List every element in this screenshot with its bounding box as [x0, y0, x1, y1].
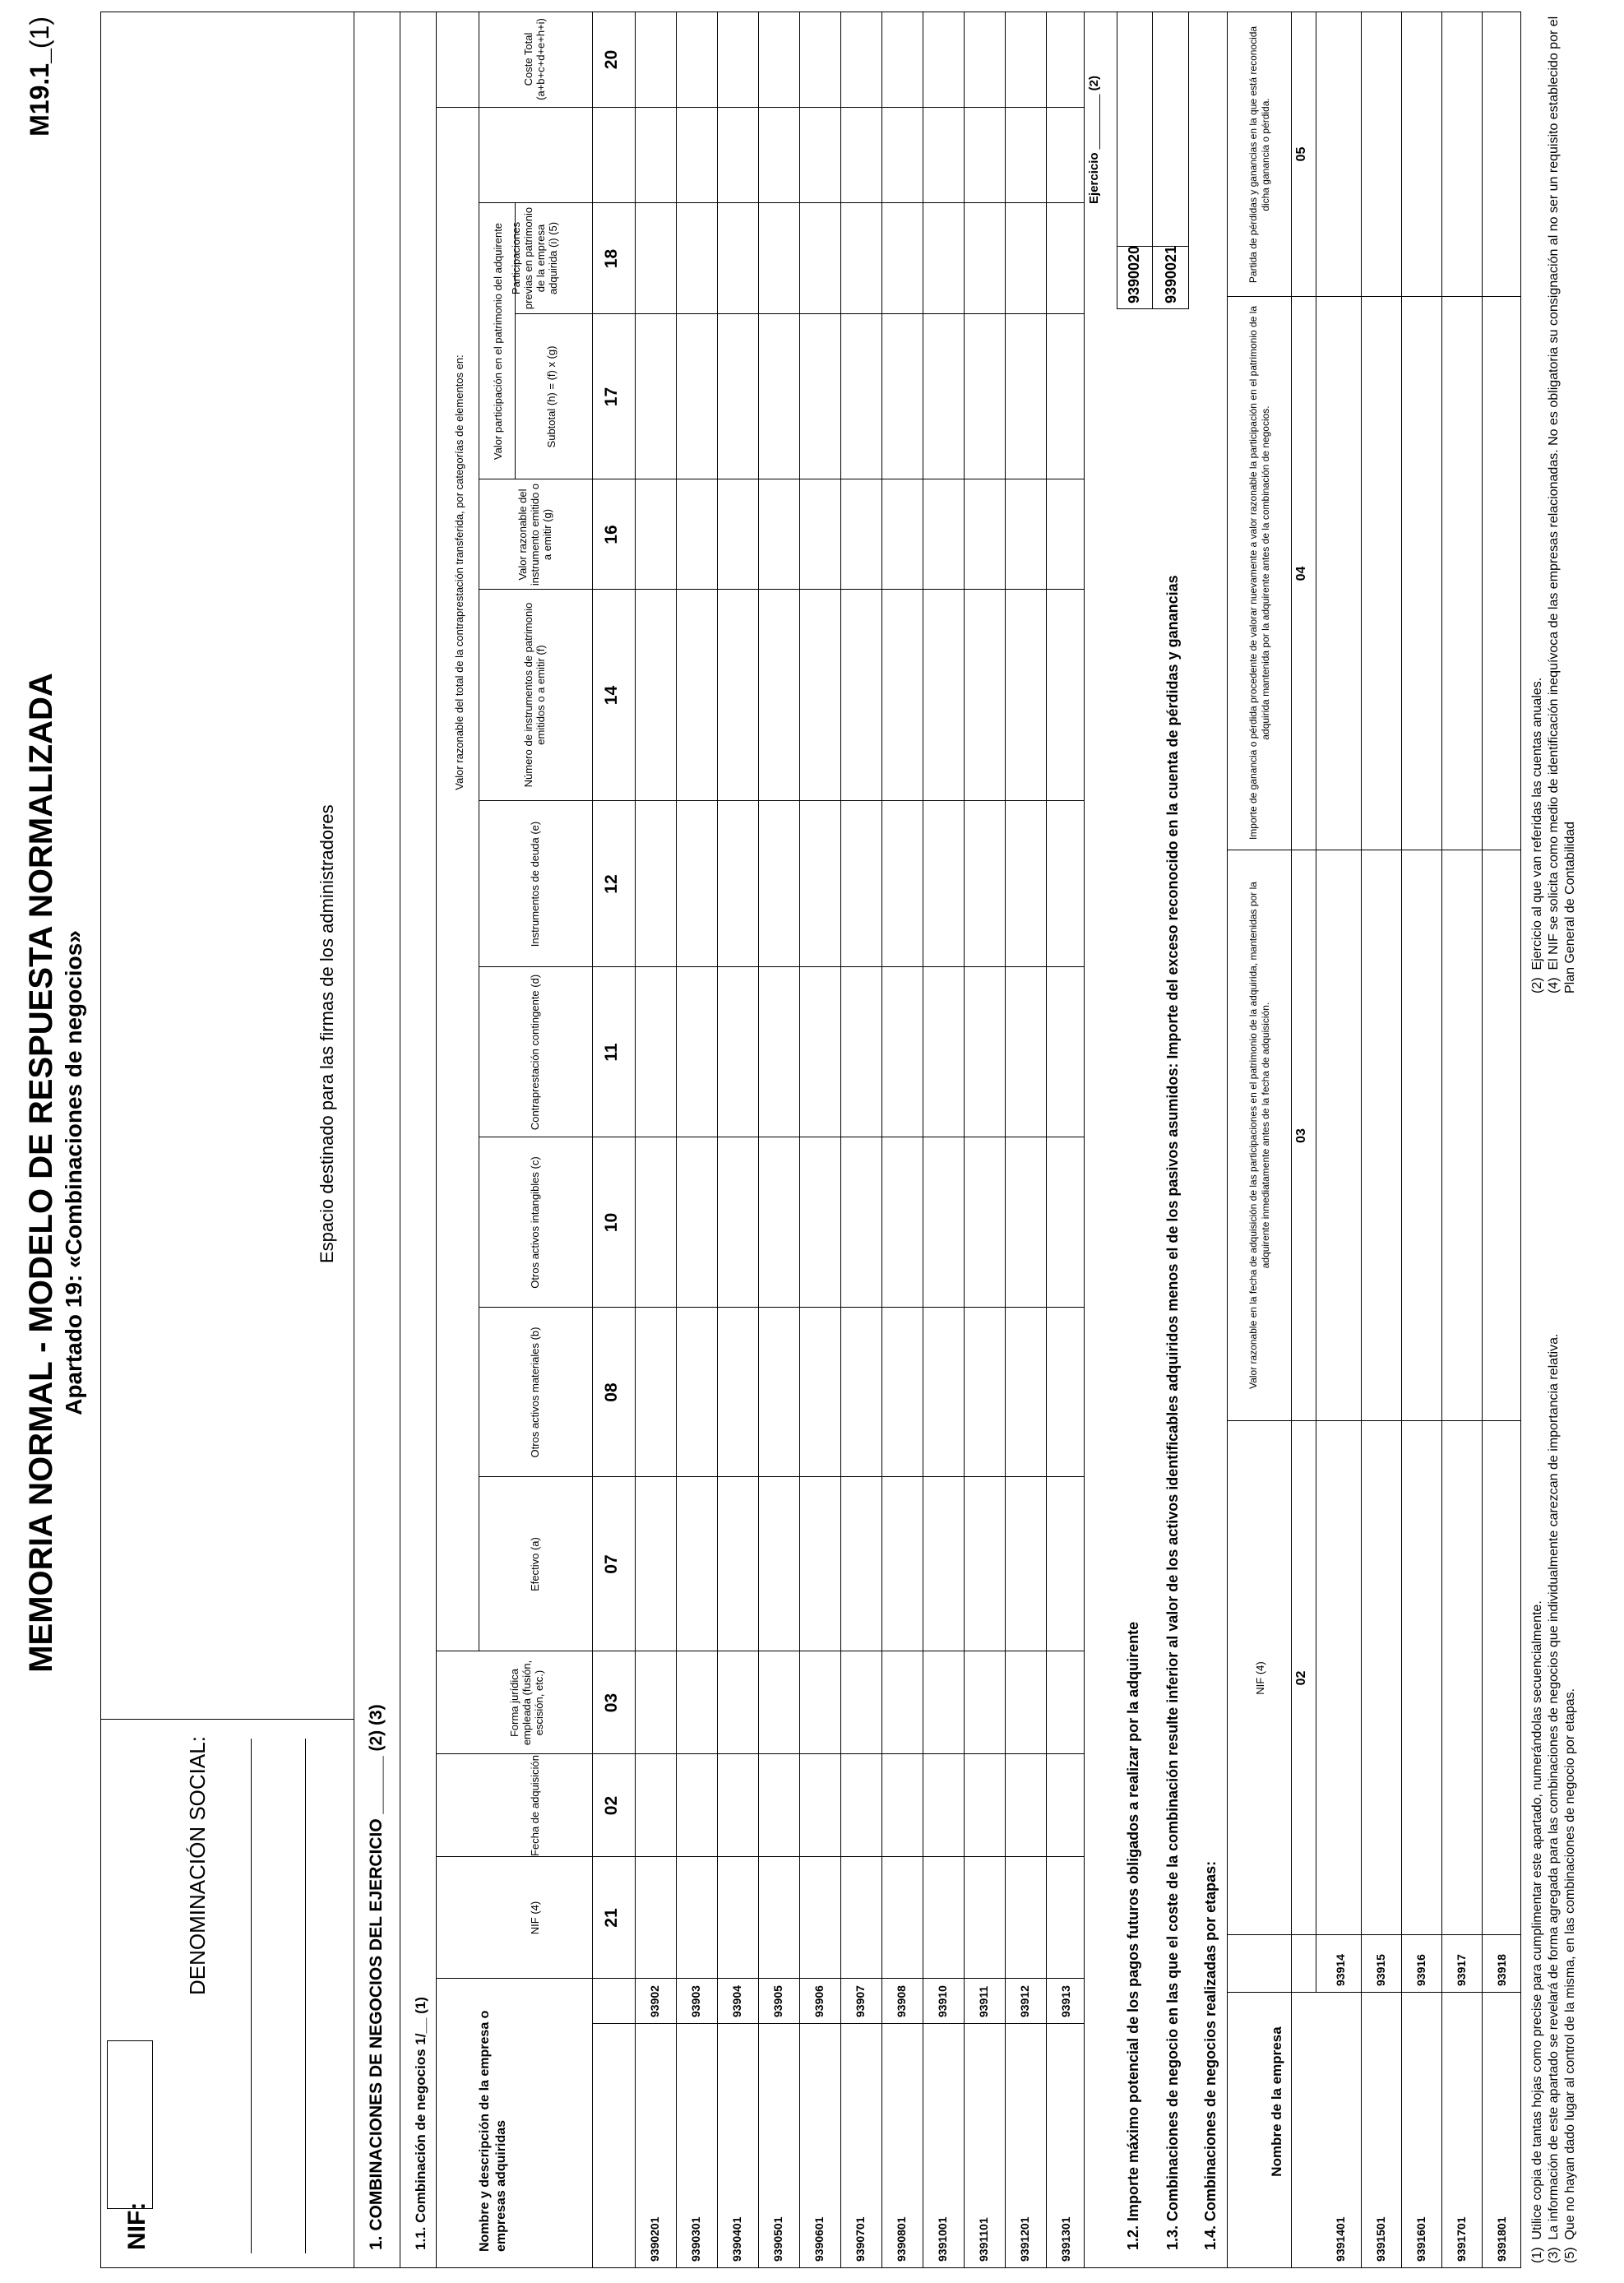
- company-name-label: DENOMINACIÓN SOCIAL:: [185, 1736, 210, 1995]
- signatures-label: Espacio destinado para las firmas de los administradores: [317, 804, 337, 1263]
- row-code: 9390501: [771, 2216, 784, 2262]
- company-name-line-2[interactable]: [305, 1739, 306, 2253]
- section14-table: [1227, 12, 1521, 2268]
- row-code: 9390701: [854, 2216, 867, 2262]
- row-code: 93913: [1059, 1985, 1072, 2017]
- footnote: (3) La información de este apartado se revelará de forma agregada para las combinaciones de negocios que individualmente carezcan de importancia relativa.: [1547, 1333, 1561, 2263]
- group-header: Valor razonable del total de la contraprestación transferida, por categorías de elementos en:: [452, 354, 465, 790]
- footnote: (2) Ejercicio al que van referidas las cuentas anuales.: [1530, 677, 1544, 993]
- row-code: 93918: [1495, 1954, 1508, 1986]
- col-intangibles-header: Otros activos intangibles (c): [528, 1156, 541, 1289]
- row-code: 9391601: [1414, 2216, 1427, 2262]
- nif-label: NIF:: [123, 2202, 150, 2250]
- col-num: 04: [1294, 566, 1308, 581]
- row-code: 93914: [1334, 1954, 1347, 1986]
- col-num: 12: [602, 874, 621, 894]
- row-code: 9391801: [1495, 2216, 1508, 2262]
- section14-label: 1.4. Combinaciones de negocios realizadas por etapas:: [1202, 1860, 1219, 2250]
- row-code: 93911: [977, 1985, 990, 2017]
- code-9390020: 9390020: [1126, 245, 1142, 303]
- row-code: 9391101: [977, 2217, 990, 2262]
- col-num: 03: [602, 1693, 621, 1713]
- section12-13-box: [1117, 12, 1189, 309]
- col-num: 20: [602, 49, 621, 70]
- section1-title: 1. COMBINACIONES DE NEGOCIOS DEL EJERCICIO ______ (2) (3): [367, 1704, 386, 2250]
- nif-input[interactable]: [107, 2040, 153, 2209]
- col-num: 17: [602, 387, 621, 407]
- col-nif-header: NIF (4): [528, 1901, 541, 1935]
- form-code: M19.1_(1): [25, 16, 54, 137]
- col-num: 11: [602, 1043, 621, 1062]
- page-subtitle: Apartado 19: «Combinaciones de negocios»: [61, 930, 86, 1415]
- subgroup-header: Valor participación en el patrimonio del adquirente: [491, 222, 504, 461]
- col-num: 02: [1294, 1670, 1308, 1686]
- col-num: 10: [602, 1212, 621, 1233]
- col-num: 03: [1294, 1128, 1308, 1143]
- col-valor-razonable-header: Valor razonable en la fecha de adquisición de las participaciones en el patrimonio de la adquirida, mantenidas por la adquirente inmediatamente antes de la fecha de adquisición.: [1247, 882, 1271, 1389]
- col-num: 18: [602, 248, 621, 269]
- row-code: 9391201: [1018, 2216, 1031, 2262]
- row-code: 93907: [854, 1985, 867, 2017]
- col-participaciones-header: Participaciones previas en patrimonio de la empresa adquirida (i) (5): [510, 206, 559, 310]
- col-deuda-header: Instrumentos de deuda (e): [528, 821, 541, 947]
- row-code: 9390801: [895, 2216, 908, 2262]
- col-nif-header: NIF (4): [1253, 1661, 1266, 1695]
- row-code: 9391401: [1334, 2216, 1347, 2262]
- section13-label: 1.3. Combinaciones de negocio en las que el coste de la combinación resulte inferior al valor de los activos identificables adquiridos menos el de los pasivos asumidos: Importe del exceso reconocido en la cuenta de pérdidas y ganancias: [1164, 575, 1181, 2250]
- code-9390021: 9390021: [1163, 245, 1179, 303]
- col-contingente-header: Contraprestación contingente (d): [528, 974, 541, 1131]
- row-code: 93917: [1455, 1954, 1468, 1986]
- row-code: 93906: [812, 1985, 826, 2017]
- col-subtotal-header: Subtotal (h) = (f) x (g): [544, 345, 558, 448]
- col-num: 08: [602, 1382, 621, 1402]
- footnotes-left: [1529, 997, 1579, 2263]
- row-code: 9390201: [648, 2216, 661, 2262]
- col-materiales-header: Otros activos materiales (b): [528, 1327, 541, 1458]
- row-code: 93915: [1374, 1954, 1387, 1986]
- row-code: 93904: [730, 1985, 743, 2017]
- row-code: 93916: [1414, 1954, 1427, 1986]
- footnote: (5) Que no hayan dado lugar al control de la misma, en las combinaciones de negocio por etapas.: [1563, 1688, 1577, 2263]
- footnote: (1) Utilice copia de tantas hojas como precise para cumplimentar este apartado, numerándolas secuencialmente.: [1530, 1600, 1544, 2263]
- col-num: 05: [1294, 146, 1308, 162]
- col-efectivo-header: Efectivo (a): [528, 1537, 541, 1591]
- footnotes-right: [1529, 15, 1579, 993]
- col-num-instrumentos-header: Número de instrumentos de patrimonio emitidos o a emitir (f): [522, 602, 547, 788]
- signatures-area[interactable]: [107, 21, 345, 1707]
- page-title: MEMORIA NORMAL - MODELO DE RESPUESTA NORMALIZADA: [23, 673, 59, 1673]
- col-fecha-header: Fecha de adquisición: [528, 1755, 541, 1856]
- ejercicio-label: Ejercicio ________ (2): [1087, 76, 1101, 204]
- section12-label: 1.2. Importe máximo potencial de los pagos futuros obligados a realizar por la adquirente: [1125, 1621, 1141, 2250]
- row-code: 93903: [689, 1985, 702, 2017]
- row-code: 9390401: [730, 2216, 743, 2262]
- row-code: 9390301: [689, 2216, 702, 2262]
- col-valor-instrumento-header: Valor razonable del instrumento emitido o a emitir (g): [516, 483, 553, 586]
- section13-input[interactable]: [1154, 12, 1188, 245]
- col-num: 02: [602, 1795, 621, 1816]
- col-num: 07: [602, 1554, 621, 1574]
- section12-input[interactable]: [1117, 12, 1152, 245]
- col-coste-total-header: Coste Total (a+b+c+d+e+h+i): [522, 18, 547, 100]
- col-num: 21: [602, 1908, 621, 1928]
- row-code: 93902: [648, 1985, 661, 2017]
- section11-table: [436, 12, 1084, 2268]
- col-partida-header: Partida de pérdidas y ganancias en la que está reconocida dicha ganancia o pérdida.: [1247, 25, 1271, 284]
- footnote: (4) El NIF se solicita como medio de identificación inequívoca de las empresas relacionadas. No es obligatoria su consignación al no ser un requisito establecido por el Plan General de Contabilidad: [1547, 16, 1577, 993]
- row-code: 9391501: [1374, 2216, 1387, 2262]
- row-code: 9391001: [936, 2216, 949, 2262]
- col-importe-ganancia-header: Importe de ganancia o pérdida procedente de valorar nuevamente a valor razonable la participación en el patrimonio de la adquirida mantenida por la adquirente antes de la combinación de negocios.: [1247, 305, 1271, 840]
- row-code: 9391301: [1059, 2216, 1072, 2262]
- name-col-header: Nombre y descripción de la empresa o empresas adquiridas: [478, 2010, 508, 2252]
- row-code: 9391701: [1455, 2216, 1468, 2262]
- company-name-col-header: Nombre de la empresa: [1268, 2026, 1284, 2177]
- row-code: 93912: [1018, 1985, 1031, 2017]
- row-code: 93908: [895, 1985, 908, 2017]
- row-code: 9390601: [812, 2216, 826, 2262]
- row-code: 93910: [936, 1985, 949, 2017]
- company-name-line-1[interactable]: [251, 1739, 252, 2253]
- section11-title: 1.1. Combinación de negocios 1/__ (1): [413, 1997, 428, 2250]
- row-code: 93905: [771, 1985, 784, 2017]
- col-forma-header: Forma jurídica empleada (fusión, escisión, etc.): [507, 1660, 545, 1746]
- col-num: 16: [602, 525, 621, 544]
- col-num: 14: [602, 685, 621, 706]
